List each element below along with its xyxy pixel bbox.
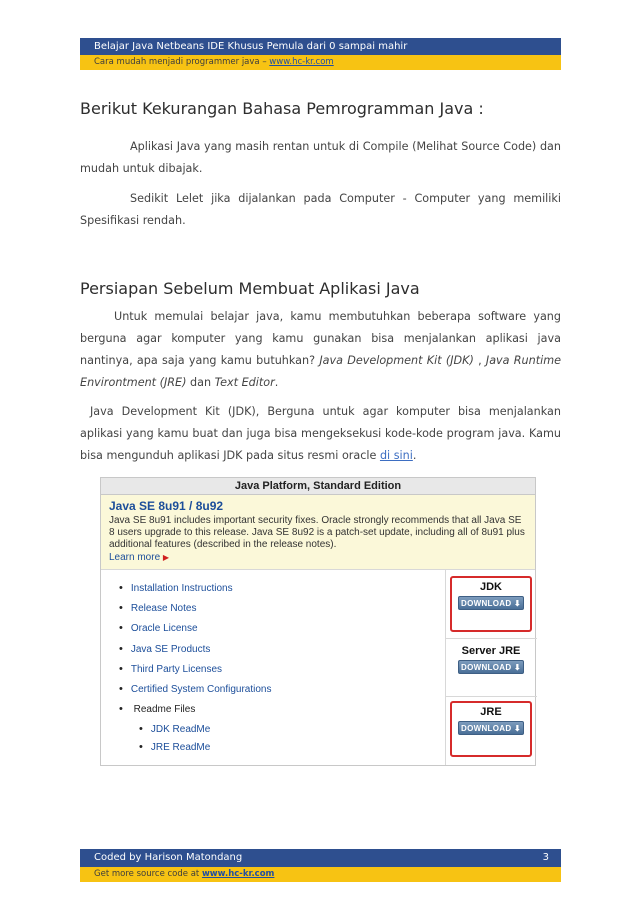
section1-heading: Berikut Kekurangan Bahasa Pemrogramman Java : — [80, 99, 484, 118]
header-title-bar — [80, 38, 561, 55]
link-certified-system-configurations[interactable]: • Certified System Configurations — [119, 679, 271, 699]
learn-more-label: Learn more — [109, 552, 161, 563]
link-jre-readme[interactable]: • JRE ReadMe — [139, 738, 271, 756]
link-jdk-readme[interactable]: • JDK ReadMe — [139, 720, 271, 738]
page-number: 3 — [542, 852, 549, 863]
header-title: Belajar Java Netbeans IDE Khusus Pemula dari 0 sampai mahir — [94, 41, 408, 52]
section1-paragraph-1 — [80, 136, 561, 180]
section2-paragraph-2 — [80, 401, 561, 467]
server-jre-download-box — [450, 642, 532, 698]
server-jre-download-button[interactable]: DOWNLOAD ⬇ — [458, 660, 524, 674]
panel-body — [101, 570, 535, 765]
text-editor-term: Text Editor — [214, 376, 275, 389]
footer-source-bar — [80, 867, 561, 882]
resource-link-list — [119, 578, 272, 754]
footer-source-prefix: Get more source code at — [94, 869, 202, 879]
header-site-link[interactable]: www.hc-kr.com — [269, 57, 334, 67]
download-column — [445, 570, 536, 765]
link-release-notes[interactable]: • Release Notes — [119, 598, 271, 618]
jre-download-button[interactable]: DOWNLOAD ⬇ — [458, 721, 524, 735]
server-jre-label: Server JRE — [461, 645, 521, 657]
readme-files-label — [119, 699, 271, 754]
link-installation-instructions[interactable]: • Installation Instructions — [119, 578, 271, 598]
jdk-download-button[interactable]: DOWNLOAD ⬇ — [458, 596, 524, 610]
section2-paragraph-1 — [80, 306, 561, 394]
readme-files-text: Readme Files — [133, 704, 196, 716]
header-subtitle-bar — [80, 55, 561, 70]
section2-heading: Persiapan Sebelum Membuat Aplikasi Java — [80, 279, 420, 298]
divider — [446, 696, 537, 697]
header-subtitle: Cara mudah menjadi programmer java – — [94, 57, 270, 67]
panel-title: Java Platform, Standard Edition — [101, 478, 535, 495]
jdk-term: Java Development Kit (JDK) — [319, 354, 474, 367]
section2-p2-end: . — [412, 449, 417, 462]
oracle-download-link[interactable]: di sini — [379, 449, 413, 462]
footer-author-bar — [80, 849, 561, 867]
jre-download-box — [450, 701, 532, 757]
section1-paragraph-2 — [80, 188, 561, 232]
release-summary — [101, 495, 535, 570]
jre-term: Java Runtime Environtment (JRE) — [80, 354, 561, 389]
section2-p1-sep: , — [473, 354, 486, 367]
jre-label: JRE — [480, 706, 502, 718]
divider — [446, 638, 537, 639]
jdk-label: JDK — [479, 581, 502, 593]
section2-p1-text: Untuk memulai belajar java, kamu membutuhkan beberapa software yang berguna agar komputer yang kamu gunakan bisa menjalankan aplikasi java nantinya, apa saja yang kamu butuhkan? — [80, 310, 561, 367]
footer-author: Coded by Harison Matondang — [94, 852, 243, 863]
arrow-right-icon: ▶ — [162, 553, 170, 562]
section2-p2-text: Java Development Kit (JDK), Berguna untuk agar komputer bisa menjalankan aplikasi yang kamu buat dan juga bisa mengeksekusi kode-kode program java. Kamu bisa mengunduh aplikasi JDK pada situs resmi oracle — [80, 405, 561, 462]
release-description: Java SE 8u91 includes important security fixes. Oracle strongly recommends that all Java SE 8 users upgrade to this release. Java SE 8u92 is a patch-set update, including all of 8u91 plus additional features (described in the release notes). — [109, 515, 525, 550]
jdk-download-box — [450, 576, 532, 632]
link-oracle-license[interactable]: • Oracle License — [119, 618, 271, 638]
section1-p2-text: Sedikit Lelet jika dijalankan pada Computer - Computer yang memiliki Spesifikasi rendah. — [80, 192, 561, 227]
oracle-java-se-panel — [100, 477, 536, 766]
link-java-se-products[interactable]: • Java SE Products — [119, 639, 271, 659]
section2-p1-and: dan — [186, 376, 215, 389]
readme-sub-list — [139, 720, 271, 756]
section1-p1-text: Aplikasi Java yang masih rentan untuk di Compile (Melihat Source Code) dan mudah untuk dibajak. — [80, 140, 561, 175]
learn-more-link[interactable] — [109, 552, 527, 563]
release-version: Java SE 8u91 / 8u92 — [109, 499, 224, 513]
footer-site-link[interactable]: www.hc-kr.com — [201, 869, 275, 879]
link-third-party-licenses[interactable]: • Third Party Licenses — [119, 659, 271, 679]
section2-p1-end: . — [274, 376, 279, 389]
